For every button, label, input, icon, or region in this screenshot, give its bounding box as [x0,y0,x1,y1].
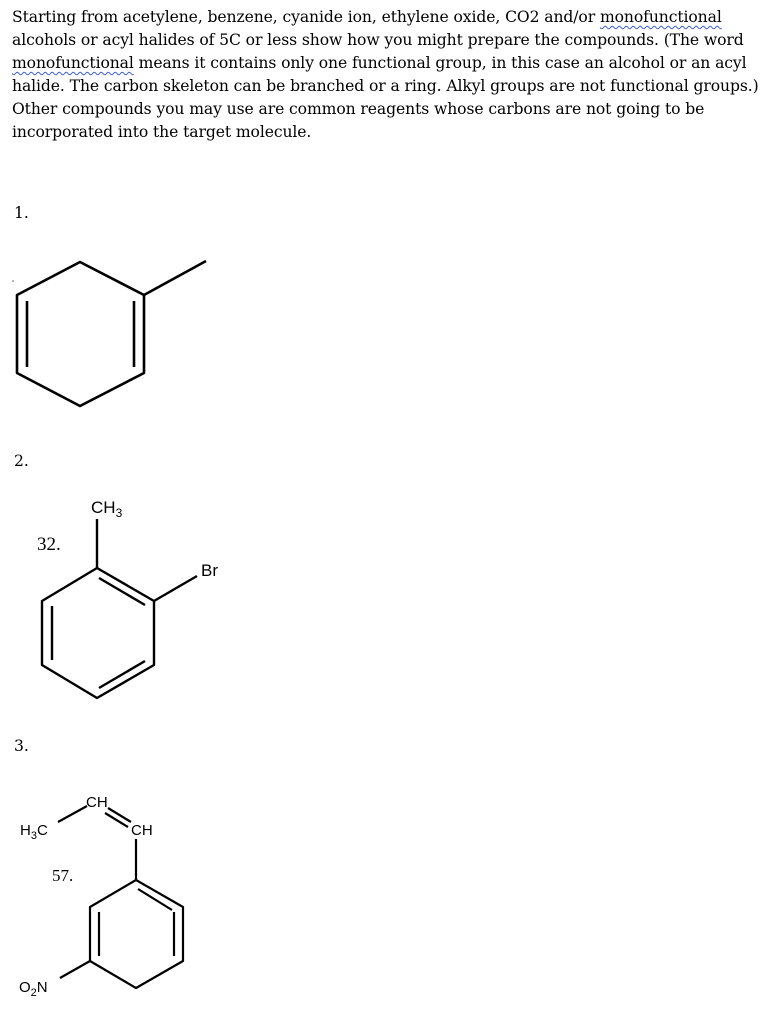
ch-label-top: CH [86,794,108,811]
spellcheck-word-monofunctional[interactable]: monofunctional [12,54,134,72]
ch3-label: $CH_3$ [91,498,123,520]
h3c-label: $H_3C$ [20,822,48,842]
instructions-part-2: alcohols or acyl halides of 5C or less show how you might prepare the compounds. (The word [12,31,744,49]
instructions-part-3: means it contains only one functional group, in this case an alcohol or an acyl halide. The carbon skeleton can be branched or a ring. Alkyl groups are not functional groups.) Other compounds you may use are common reagents whose carbons are not going to be incorporated into the target molecule. [12,54,759,141]
problem-number-1: 1. [14,204,29,222]
structure-1-ring [17,261,206,406]
br-label: Br [201,561,218,580]
problem-number-2: 2. [14,452,29,470]
stray-dot [12,280,14,282]
problem-number-3: 3. [14,737,29,755]
structure-3-benzene [58,806,183,988]
structure-2-benzene [42,519,197,698]
ch-label-right: CH [131,822,153,839]
side-number-32: 32. [37,534,61,555]
o2n-label: $O_2N$ [19,979,48,999]
instructions-part-1: Starting from acetylene, benzene, cyanide ion, ethylene oxide, CO2 and/or [12,8,600,26]
side-number-57: 57. [52,866,74,885]
spellcheck-word-monofunctional[interactable]: monofunctional [599,8,722,26]
